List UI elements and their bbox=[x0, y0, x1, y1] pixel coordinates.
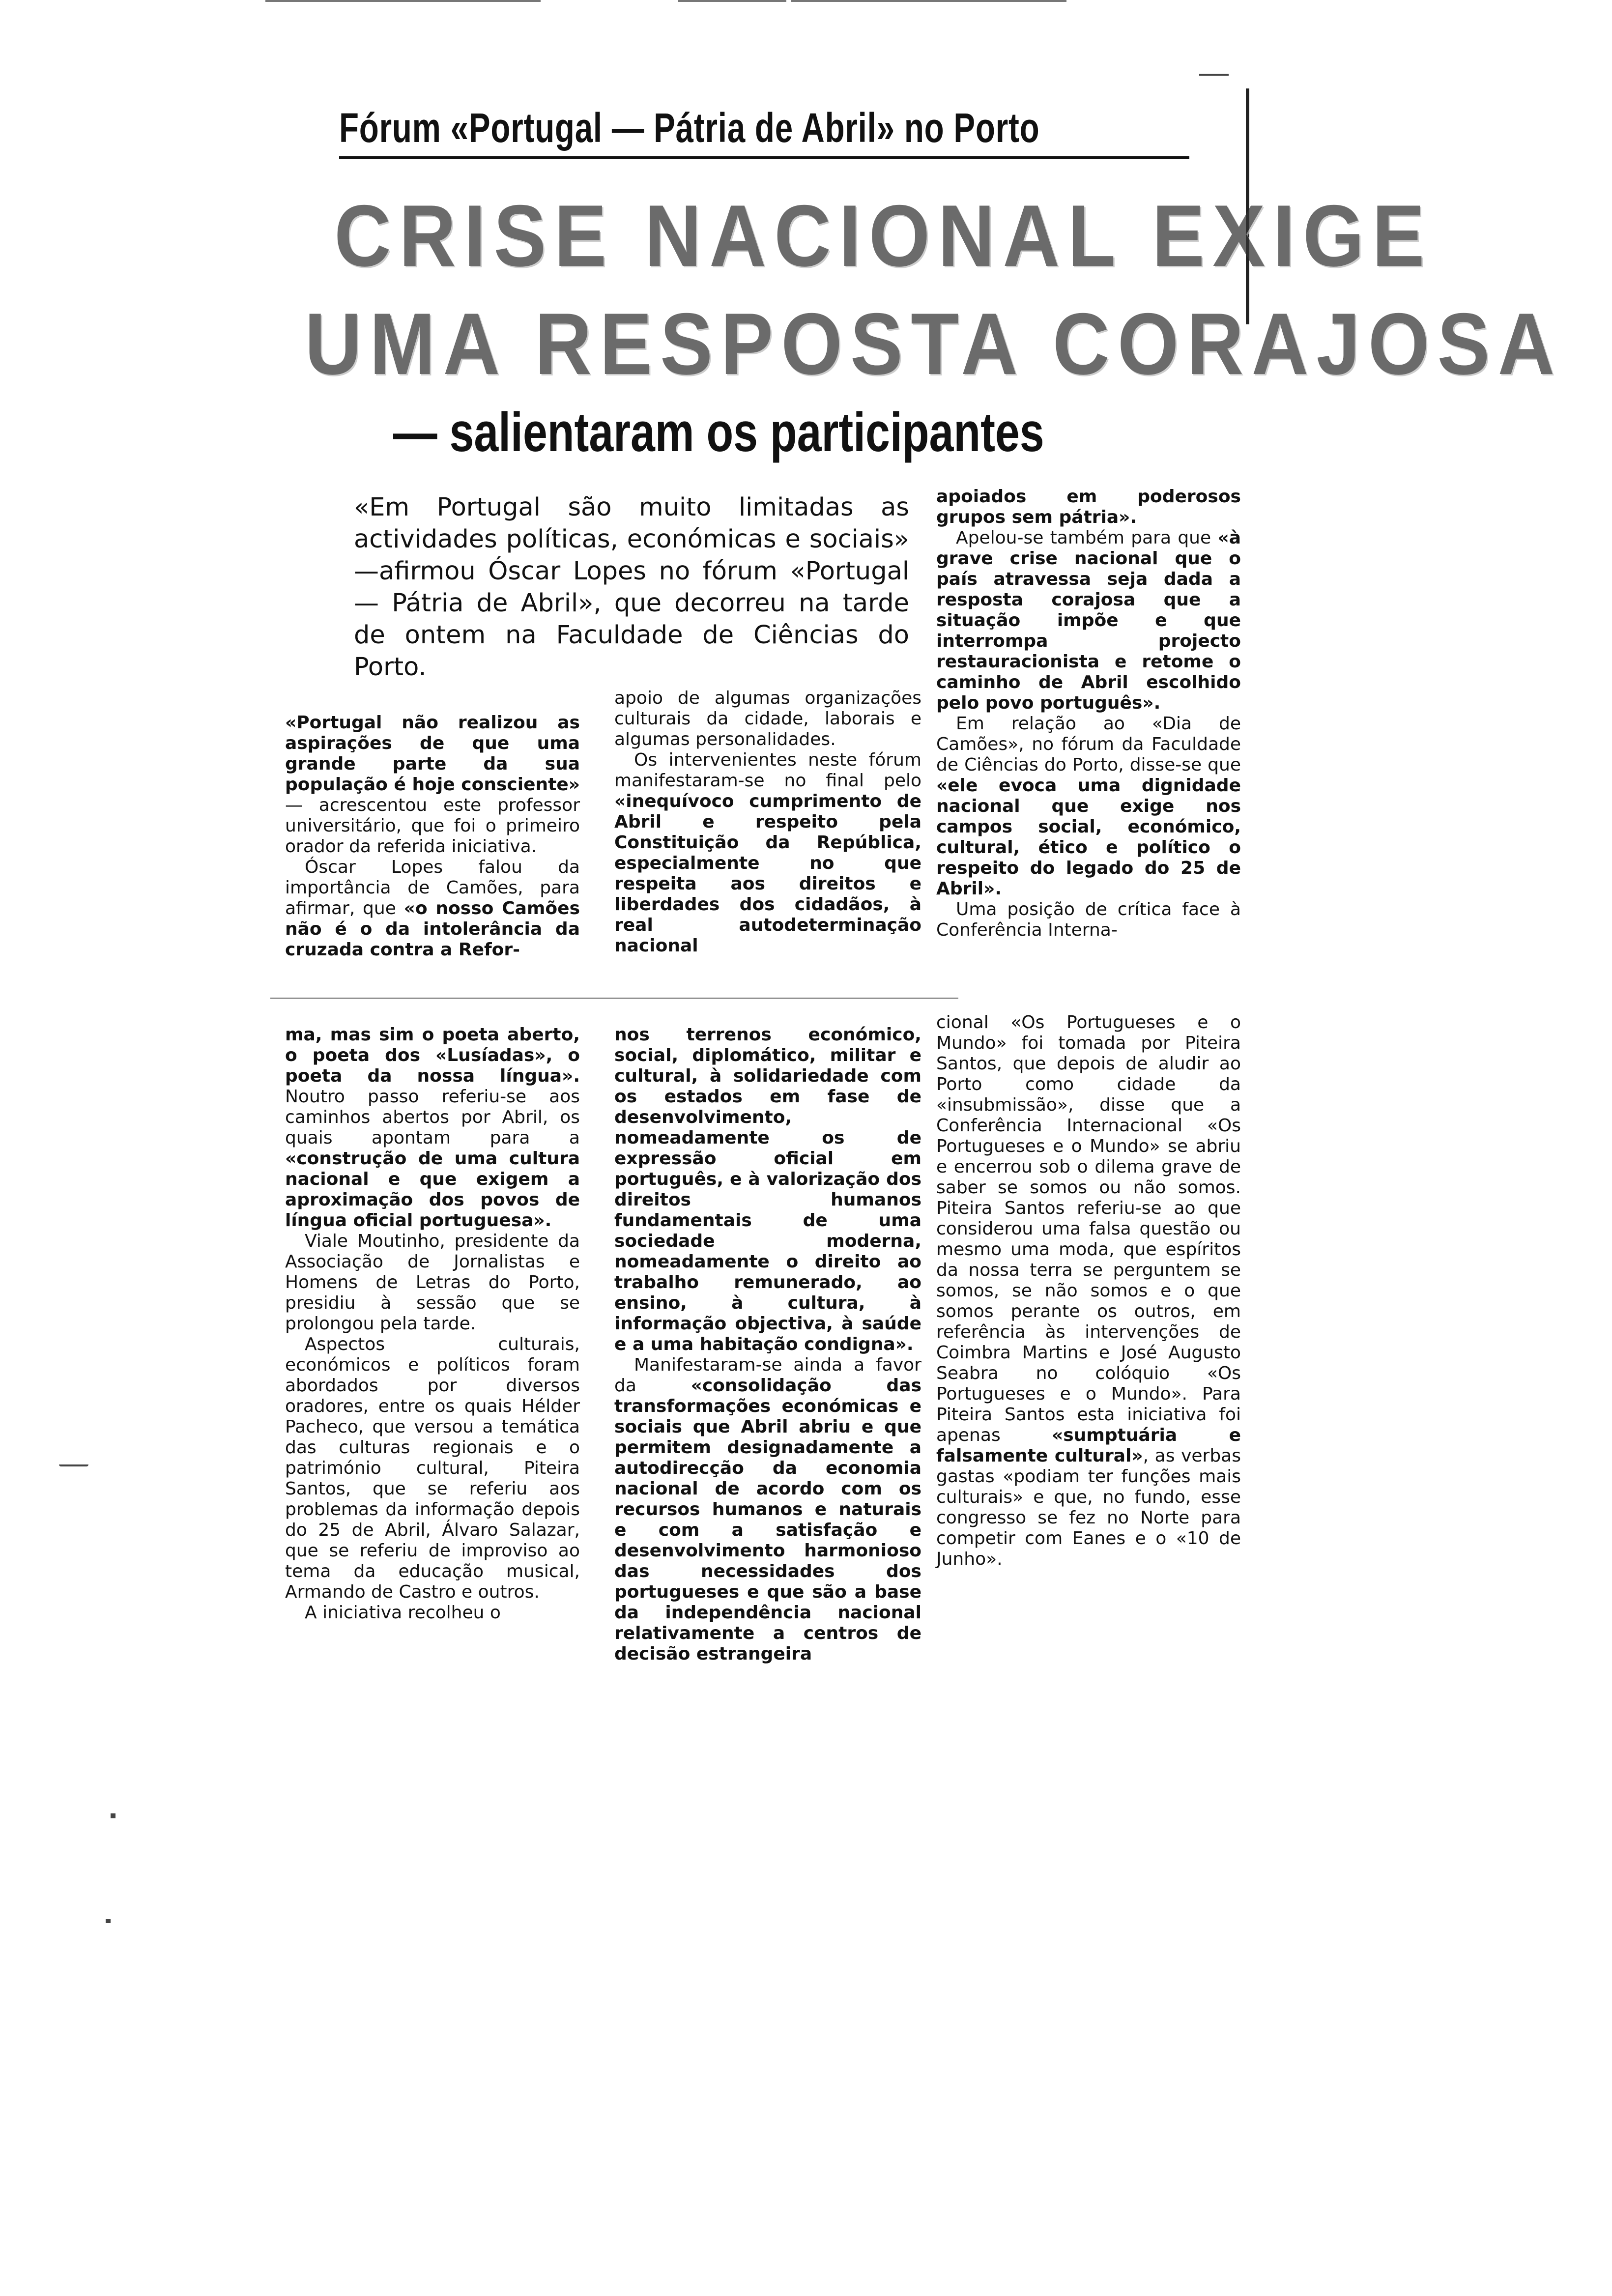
paragraph bbox=[614, 1355, 921, 1665]
column-3-top bbox=[936, 487, 1241, 941]
quote-bold: nos terrenos económico, social, diplomático, militar e cultural, à solidariedade com os estados em fase de desenvolvimento, nomeadamente os de expressão oficial em português, e à valorização dos direitos humanos fundamentais de uma sociedade moderna, nomeadamente o direito ao trabalho remunerado, ao ensino, à cultura, à informação objectiva, à saúde e a uma habitação condigna». bbox=[614, 1025, 921, 1354]
paragraph bbox=[285, 713, 580, 857]
quote-bold: apoiados em poderosos grupos sem pátria». bbox=[936, 487, 1241, 527]
scan-speck bbox=[1199, 74, 1229, 76]
text: Apelou-se também para que bbox=[956, 528, 1218, 548]
text: , as verbas gastas «podiam ter funções mais culturais» e que, no fundo, esse congresso se fez no Norte para competir com Eanes e o «10 de Junho». bbox=[936, 1446, 1241, 1569]
column-1-top bbox=[285, 713, 580, 960]
text: Os intervenientes neste fórum manifestaram-se no final pelo bbox=[614, 750, 921, 791]
quote-bold: «Portugal não realizou as aspirações de que uma grande parte da sua população é hoje consciente» bbox=[285, 713, 580, 795]
text: Manifestaram-se ainda a favor da bbox=[614, 1355, 921, 1396]
paragraph bbox=[936, 714, 1241, 899]
scan-speck bbox=[59, 1464, 88, 1466]
paragraph: Uma posição de crítica face à Conferência Interna- bbox=[936, 899, 1241, 940]
column-2-bottom bbox=[614, 1025, 921, 1665]
column-1-bottom bbox=[285, 1025, 580, 1623]
paragraph: Viale Moutinho, presidente da Associação de Jornalistas e Homens de Letras do Porto, presidiu à sessão que se prolongou pela tarde. bbox=[285, 1231, 580, 1334]
text: cional «Os Portugueses e o Mundo» foi tomada por Piteira Santos, que depois de aludir ao Porto como cidade da «insubmissão», disse que a Conferência Internacional «Os Portugueses e o Mundo» se abriu e encerrou sob o dilema grave de saber se somos ou não somos. Piteira Santos referiu-se ao que considerou uma falsa questão ou mesmo uma moda, que espíritos da nossa terra se perguntem se somos, se não somos e o que somos perante os outros, em referência às intervenções de Coimbra Martins e José Augusto Seabra no colóquio «Os Portugueses e o Mundo». Para Piteira Santos esta iniciativa foi apenas bbox=[936, 1012, 1241, 1445]
top-rule-left bbox=[265, 0, 541, 2]
column-2-top bbox=[614, 688, 921, 956]
scan-speck bbox=[111, 1813, 115, 1818]
kicker-underline bbox=[339, 156, 1189, 159]
paragraph bbox=[285, 857, 580, 960]
quote-bold: «à grave crise nacional que o país atravessa seja dada a resposta corajosa que a situação impõe e que interrompa projecto restauracionista e retome o caminho de Abril escolhido pelo povo português». bbox=[936, 528, 1241, 713]
paragraph bbox=[936, 1012, 1241, 1570]
text: — acrescentou este professor universitário, que foi o primeiro orador da referida iniciativa. bbox=[285, 795, 580, 857]
quote-bold: «construção de uma cultura nacional e que exigem a aproximação dos povos de língua oficial portuguesa». bbox=[285, 1148, 580, 1231]
paragraph bbox=[936, 487, 1241, 528]
top-rule-middle bbox=[678, 0, 786, 2]
quote-bold: «ele evoca uma dignidade nacional que exige nos campos social, económico, cultural, ético e político o respeito do legado do 25 de Abril». bbox=[936, 775, 1241, 899]
paragraph bbox=[285, 1025, 580, 1231]
column-divider-rule bbox=[270, 998, 958, 999]
headline-line-1: CRISE NACIONAL EXIGE bbox=[334, 187, 1433, 285]
text: Óscar Lopes falou da importância de Camões, para afirmar, que bbox=[285, 857, 580, 918]
lead-paragraph: «Em Portugal são muito limitadas as actividades políticas, económicas e sociais» —afirmou Óscar Lopes no fórum «Portugal — Pátria de Abril», que decorreu na tarde de ontem na Faculdade de Ciências do Porto. bbox=[354, 493, 909, 682]
paragraph bbox=[614, 750, 921, 956]
headline-line-2: UMA RESPOSTA CORAJOSA bbox=[305, 295, 1563, 393]
paragraph: apoio de algumas organizações culturais da cidade, laborais e algumas personalidades. bbox=[614, 688, 921, 749]
paragraph bbox=[936, 528, 1241, 714]
quote-bold: «o nosso Camões não é o da intolerância da cruzada contra a Refor- bbox=[285, 898, 580, 960]
top-rule-right bbox=[791, 0, 1066, 2]
scan-speck bbox=[106, 1919, 111, 1923]
text: Em relação ao «Dia de Camões», no fórum da Faculdade de Ciências do Porto, disse-se que bbox=[936, 714, 1241, 775]
column-3-bottom bbox=[936, 1012, 1241, 1570]
paragraph: A iniciativa recolheu o bbox=[305, 1603, 501, 1623]
paragraph: Aspectos culturais, económicos e políticos foram abordados por diversos oradores, entre os quais Hélder Pacheco, que versou a temática das culturas regionais e o património cultural, Piteira Santos, que se referiu aos problemas da informação depois do 25 de Abril, Álvaro Salazar, que se referiu de improviso ao tema da educação musical, Armando de Castro e outros. bbox=[285, 1334, 580, 1602]
kicker-headline: Fórum «Portugal — Pátria de Abril» no Porto bbox=[339, 105, 1040, 151]
quote-bold: «sumptuária e falsamente cultural» bbox=[936, 1425, 1241, 1466]
text: Noutro passo referiu-se aos caminhos abertos por Abril, os quais apontam para a bbox=[285, 1087, 580, 1148]
quote-bold: ma, mas sim o poeta aberto, o poeta dos «Lusíadas», o poeta da nossa língua». bbox=[285, 1025, 580, 1086]
quote-bold: «consolidação das transformações económicas e sociais que Abril abriu e que permitem designadamente a autodirecção da economia nacional de acordo com os recursos humanos e naturais e com a satisfação e desenvolvimento harmonioso das necessidades dos portugueses e que são a base da independência nacional relativamente a centros de decisão estrangeira bbox=[614, 1376, 922, 1664]
paragraph bbox=[614, 1025, 921, 1355]
quote-bold: «inequívoco cumprimento de Abril e respeito pela Constituição da República, especialmente no que respeita aos direitos e liberdades dos cidadãos, à real autodeterminação nacional bbox=[614, 791, 921, 956]
subheadline: — salientaram os participantes bbox=[393, 402, 1044, 463]
